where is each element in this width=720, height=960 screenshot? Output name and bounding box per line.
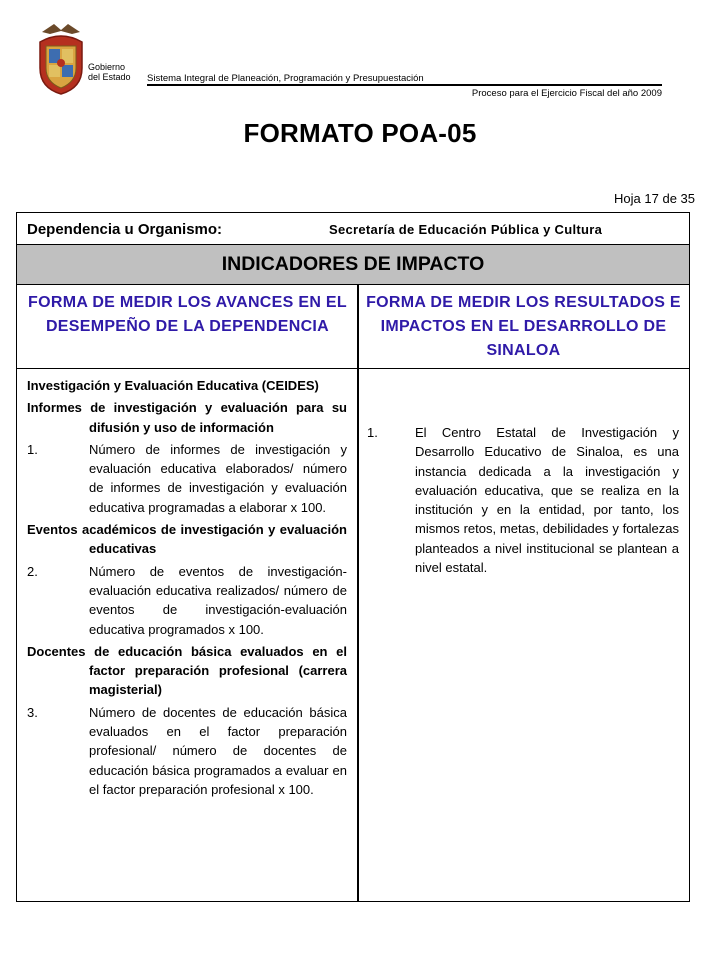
indicator-text: Número de informes de investigación y evaluación educativa elaborados/ número de informes de investigación y evaluación educativa programadas a elaborar x 100. — [89, 441, 347, 515]
section-title: INDICADORES DE IMPACTO — [17, 245, 689, 285]
dependencia-label: Dependencia u Organismo: — [27, 221, 223, 238]
column-header-left: FORMA DE MEDIR LOS AVANCES EN EL DESEMPEÑO DE LA DEPENDENCIA — [17, 285, 358, 369]
program-heading: Investigación y Evaluación Educativa (CEIDES) — [27, 378, 319, 393]
indicator-item-2 — [27, 562, 347, 639]
gobierno-del-estado-label — [88, 62, 131, 82]
indicator-number: 1. — [27, 441, 38, 457]
form-table — [16, 212, 690, 902]
subheading-docentes: Docentes de educación básica evaluados en el factor preparación profesional (carrera magisterial) — [27, 643, 347, 698]
indicator-item-3 — [27, 703, 347, 799]
indicator-text: Número de docentes de educación básica evaluados en el factor preparación profesional/ número de docentes de educación básica programados a evaluar en el factor preparación profesional x 100. — [89, 704, 347, 797]
impact-item-1 — [367, 423, 679, 577]
indicator-text: Número de eventos de investigación-evaluación educativa realizados/ número de eventos de investigación-evaluación educativa programados x 100. — [89, 563, 347, 637]
dependencia-row — [17, 213, 689, 245]
del-estado-text: del Estado — [88, 72, 131, 82]
impact-number: 1. — [367, 425, 378, 440]
gobierno-text: Gobierno — [88, 62, 126, 72]
dependencia-value: Secretaría de Educación Pública y Cultura — [329, 222, 603, 237]
page-number: Hoja 17 de 35 — [614, 191, 695, 206]
subheading-informes: Informes de investigación y evaluación para su difusión y uso de información — [27, 400, 347, 435]
indicator-number: 3. — [27, 704, 38, 720]
indicator-number: 2. — [27, 563, 38, 579]
sistema-text: Sistema Integral de Planeación, Programación y Presupuestación — [147, 73, 424, 84]
page-title: FORMATO POA-05 — [243, 118, 477, 148]
impact-text: El Centro Estatal de Investigación y Desarrollo Educativo de Sinaloa, es una instancia dedicada a la investigación y evaluación educativa, que se realiza en la institución y en la entidad, por tanto, los mismos retos, metas, debilidades y fortalezas planteados a nivel institucional se plantean a nivel estatal. — [415, 425, 679, 576]
column-header-right: FORMA DE MEDIR LOS RESULTADOS E IMPACTOS EN EL DESARROLLO DE SINALOA — [358, 285, 689, 369]
subheading-eventos: Eventos académicos de investigación y evaluación educativas — [27, 522, 347, 557]
left-column-content — [27, 376, 347, 799]
proceso-text: Proceso para el Ejercicio Fiscal del año 2009 — [471, 88, 662, 99]
indicator-item-1 — [27, 440, 347, 517]
state-coat-of-arms-icon — [36, 18, 86, 96]
header-rule — [147, 84, 662, 86]
right-column-content — [367, 423, 679, 577]
column-divider — [357, 285, 359, 901]
